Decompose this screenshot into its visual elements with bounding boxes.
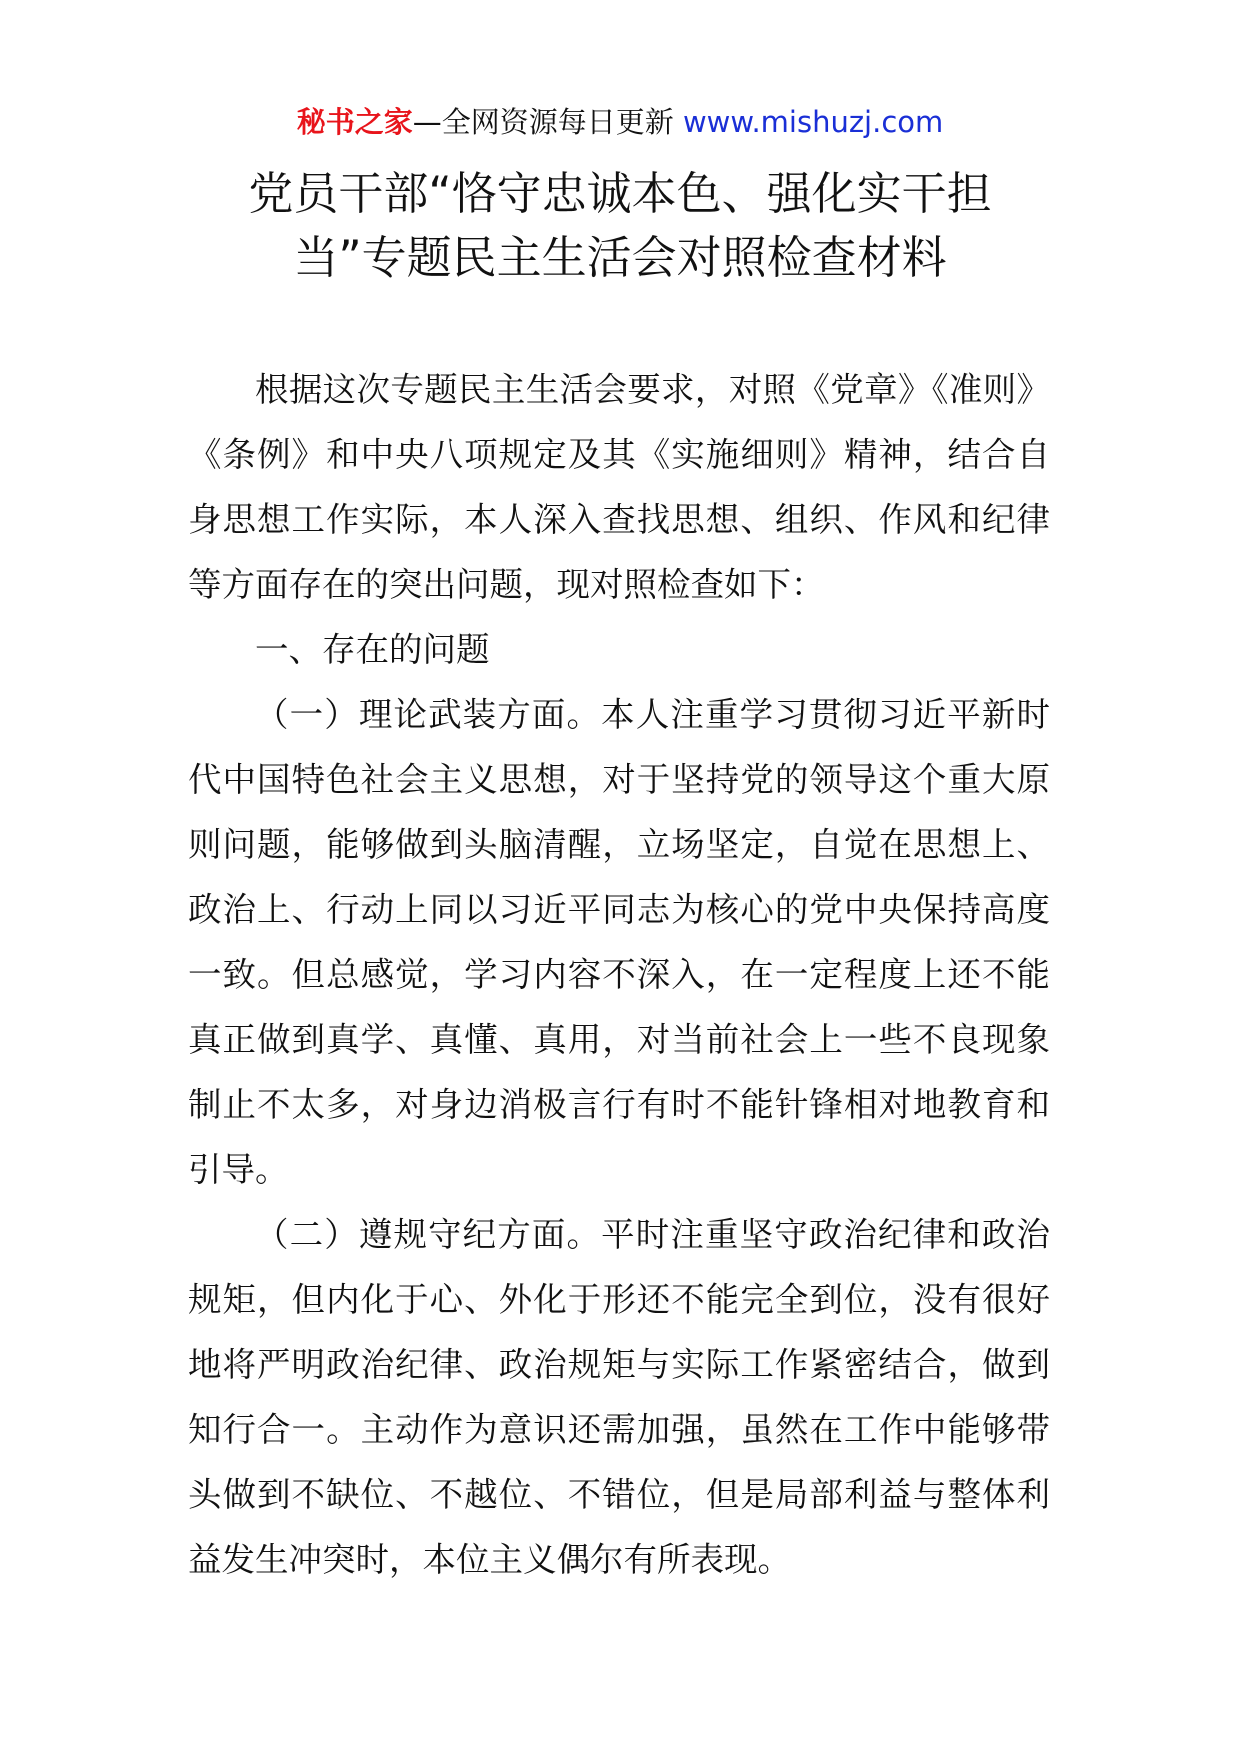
title-line-1: 党员干部“恪守忠诚本色、强化实干担 (248, 167, 992, 220)
document-title (0, 162, 1240, 290)
intro-paragraph: 根据这次专题民主生活会要求，对照《党章》《准则》《条例》和中央八项规定及其《实施细则》精神，结合自身思想工作实际，本人深入查找思想、组织、作风和纪律等方面存在的突出问题，现对照检查如下： (188, 370, 1050, 604)
brand-slogan: —全网资源每日更新 (412, 105, 683, 139)
site-url-link[interactable]: www.mishuzj.com (682, 105, 944, 139)
theory-paragraph: （一）理论武装方面。本人注重学习贯彻习近平新时代中国特色社会主义思想，对于坚持党的领导这个重大原则问题，能够做到头脑清醒，立场坚定，自觉在思想上、政治上、行动上同以习近平同志为核心的党中央保持高度一致。但总感觉，学习内容不深入，在一定程度上还不能真正做到真学、真懂、真用，对当前社会上一些不良现象制止不太多，对身边消极言行有时不能针锋相对地教育和引导。 (188, 695, 1050, 1189)
site-watermark-header (0, 102, 1240, 142)
discipline-paragraph: （二）遵规守纪方面。平时注重坚守政治纪律和政治规矩，但内化于心、外化于形还不能完全到位，没有很好地将严明政治纪律、政治规矩与实际工作紧密结合，做到知行合一。主动作为意识还需加强，虽然在工作中能够带头做到不缺位、不越位、不错位，但是局部利益与整体利益发生冲突时，本位主义偶尔有所表现。 (188, 1215, 1050, 1579)
section-heading: 一、存在的问题 (255, 630, 490, 669)
title-line-2: 当”专题民主生活会对照检查材料 (293, 231, 947, 284)
document-body (188, 357, 1050, 1592)
brand-name: 秘书之家 (296, 105, 413, 139)
